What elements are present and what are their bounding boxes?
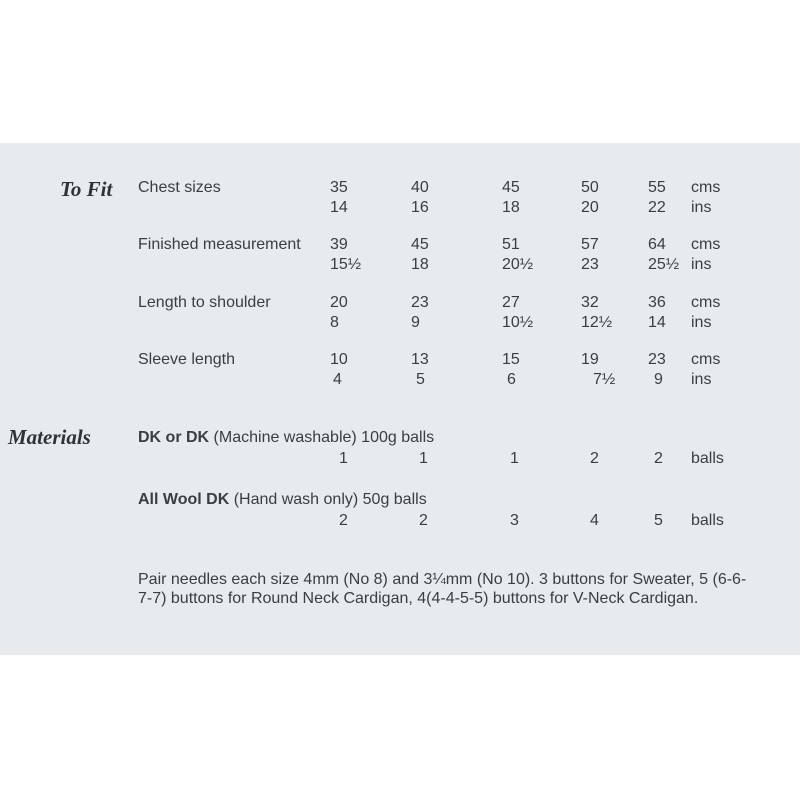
value-cell: 15 (502, 351, 520, 368)
balls-count: 4 (590, 512, 599, 529)
value-cell: 18 (411, 256, 429, 273)
row-label-length-to-shoulder: Length to shoulder (138, 294, 271, 311)
value-cell: 40 (411, 179, 429, 196)
yarn-line-all-wool (138, 491, 427, 509)
value-cell: 32 (581, 294, 599, 311)
value-cell: 14 (648, 314, 666, 331)
balls-count: 2 (654, 450, 663, 467)
unit-label: ins (691, 256, 712, 273)
value-cell: 18 (502, 199, 520, 216)
yarn-name: All Wool DK (138, 491, 230, 508)
balls-count: 2 (419, 512, 428, 529)
unit-label: cms (691, 294, 721, 311)
balls-count: 1 (510, 450, 519, 467)
value-cell: 9 (411, 314, 420, 331)
balls-count: 3 (510, 512, 519, 529)
value-cell: 57 (581, 236, 599, 253)
balls-count: 5 (654, 512, 663, 529)
value-cell: 6 (507, 371, 516, 388)
balls-count: 2 (590, 450, 599, 467)
balls-count: 1 (419, 450, 428, 467)
value-cell: 20 (330, 294, 348, 311)
balls-count: 2 (339, 512, 348, 529)
value-cell: 10 (330, 351, 348, 368)
unit-label: cms (691, 236, 721, 253)
value-cell: 50 (581, 179, 599, 196)
value-cell: 22 (648, 199, 666, 216)
value-cell: 4 (333, 371, 342, 388)
value-cell: 51 (502, 236, 520, 253)
unit-label: ins (691, 371, 712, 388)
value-cell: 55 (648, 179, 666, 196)
value-cell: 13 (411, 351, 429, 368)
value-cell: 23 (411, 294, 429, 311)
value-cell: 15½ (330, 256, 362, 273)
value-cell: 20½ (502, 256, 534, 273)
value-cell: 35 (330, 179, 348, 196)
value-cell: 25½ (648, 256, 680, 273)
value-cell: 23 (581, 256, 599, 273)
value-cell: 45 (411, 236, 429, 253)
unit-label: balls (691, 450, 724, 467)
value-cell: 45 (502, 179, 520, 196)
unit-label: ins (691, 314, 712, 331)
unit-label: cms (691, 179, 721, 196)
balls-count: 1 (339, 450, 348, 467)
value-cell: 14 (330, 199, 348, 216)
yarn-description: (Machine washable) 100g balls (209, 429, 435, 446)
value-cell: 8 (330, 314, 339, 331)
row-label-sleeve-length: Sleeve length (138, 351, 235, 368)
row-label-finished-measurement: Finished measurement (138, 236, 301, 253)
value-cell: 23 (648, 351, 666, 368)
unit-label: balls (691, 512, 724, 529)
yarn-description: (Hand wash only) 50g balls (229, 491, 427, 508)
value-cell: 36 (648, 294, 666, 311)
yarn-line-machine-washable (138, 429, 434, 447)
value-cell: 20 (581, 199, 599, 216)
value-cell: 16 (411, 199, 429, 216)
row-label-chest-sizes: Chest sizes (138, 179, 221, 196)
materials-heading: Materials (8, 425, 91, 449)
value-cell: 19 (581, 351, 599, 368)
yarn-name: DK or DK (138, 429, 210, 446)
value-cell: 7½ (593, 371, 616, 388)
to-fit-heading: To Fit (60, 177, 113, 201)
value-cell: 27 (502, 294, 520, 311)
value-cell: 12½ (581, 314, 613, 331)
materials-note: Pair needles each size 4mm (No 8) and 3¼mm (No 10). 3 buttons for Sweater, 5 (6-6-7-7) buttons for Round Neck Cardigan, 4(4-4-5-5) buttons for V-Neck Cardigan. (138, 571, 747, 607)
unit-label: ins (691, 199, 712, 216)
value-cell: 9 (654, 371, 663, 388)
value-cell: 5 (416, 371, 425, 388)
value-cell: 10½ (502, 314, 534, 331)
value-cell: 64 (648, 236, 666, 253)
unit-label: cms (691, 351, 721, 368)
value-cell: 39 (330, 236, 348, 253)
